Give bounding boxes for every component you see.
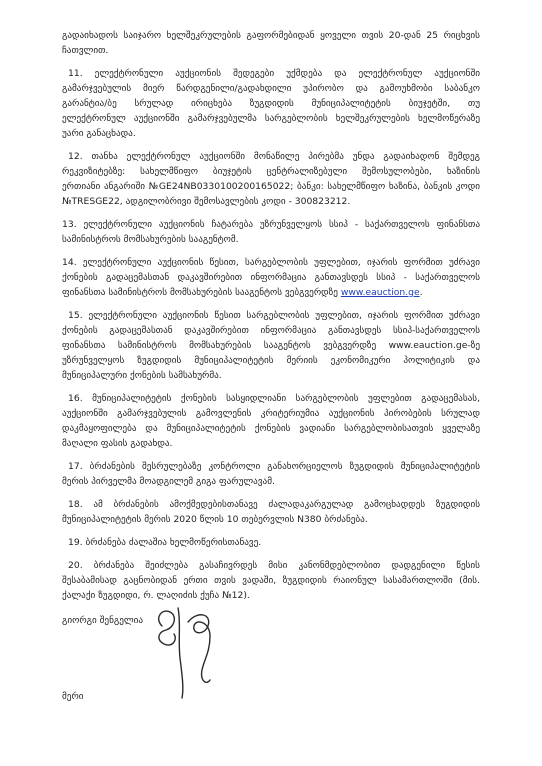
- paragraph-12: [62, 149, 480, 209]
- text-line: 12. თანხა ელექტრონულ აუქციონში მონაწილე პირებმა უნდა გადაიხადონ შემდეგ: [68, 151, 480, 162]
- text-line: 17. ბრძანების შესრულებაზე კონტროლი განახორციელოს ზუგდიდის მუნიციპალიტეტის: [68, 461, 480, 472]
- text-line: აუქციონში გამარჯვებულის გამოვლენის კრიტერიუმია აუქციონის პირობების სრულად: [62, 408, 480, 419]
- text-line: 15. ელექტრონული აუქციონის წესით სარგებლობის უფლებით, იჯარის ფორმით უძრავი: [68, 310, 480, 321]
- handwritten-signature: [148, 604, 220, 702]
- paragraph-20: [62, 558, 480, 603]
- paragraph-19: [62, 535, 480, 550]
- text-line: №TRESGE22, ადგილობრივი შემოსავლების კოდი - 300823212.: [62, 196, 351, 207]
- document-body: [62, 28, 480, 603]
- text-line: 14. ელექტრონული აუქციონის წესით, სარგებლობის უფლებით, იჯარის ფორმით უძრავი: [62, 257, 480, 268]
- text-line: ქონების გადაცემასთან დაკავშირებით ინფორმაცია განთავსდეს სსიპ-საქართველოს: [62, 325, 480, 336]
- text-line: ჩათვლით.: [62, 45, 109, 56]
- text-line: გამარჯვებულის მიერ წარდგენილი/გადახდილი უპირობო და გამოუხმობი საბანკო: [62, 83, 480, 94]
- paragraph-13: [62, 217, 480, 247]
- text-line: ქონების გადაცემასთან დაკავშირებით ინფორმაცია განთავსდეს სსიპ - საქართველოს: [62, 272, 480, 283]
- text-line: 13. ელექტრონული აუქციონის ჩატარება უზრუნველყოს სსიპ - საქართველოს ფინანსთა: [62, 219, 480, 230]
- signatory-title: მერი: [62, 691, 84, 702]
- text-line: რეკვიზიტებზე: სახელმწიფო ბიუჯეტის ცენტრალიზებული შემოსულობები, ხაზინის: [62, 166, 480, 177]
- text-line: 11. ელექტრონული აუქციონის შედეგები უქმდება და ელექტრონულ აუქციონში: [68, 68, 480, 79]
- paragraph-17: [62, 459, 480, 489]
- text-line: ქალაქი ზუგდიდი, რ. ლაღიძის ქუჩა №12).: [62, 590, 250, 601]
- paragraph-18: [62, 497, 480, 527]
- text-line: ფინანსთა სამინისტროს მომსახურების სააგენტოს ვებგვერდზე www.eauction.ge-ზე: [62, 340, 480, 351]
- paragraph-16: [62, 391, 480, 451]
- text-line: ელექტრონულ აუქციონში გამარჯვებულმა სარგებლობის ხელშეკრულების ხელმოწერაზე: [62, 113, 480, 124]
- text-line: 19. ბრძანება ძალაშია ხელმოწერისთანავე.: [68, 537, 262, 548]
- text-line: [62, 285, 480, 300]
- text-line: დაკმაყოფილება და მუნიციპალიტეტის ქონების ვადიანი სარგებლობისათვის ყველაზე: [62, 423, 480, 434]
- text-line: მუნიციპალიტეტის მერის 2020 წლის 10 თებერვლის N380 ბრძანება.: [62, 514, 368, 525]
- text-line: ერთიანი ანგარიში №GE24NB0330100200165022; ბანკი: სახელმწიფო ხაზინა, ბანკის კოდი: [62, 181, 480, 192]
- text-line: მერის პირველმა მოადგილემ გიგა ფარულავამ.: [62, 476, 275, 487]
- text-segment: ფინანსთა სამინისტროს მომსახურების სააგენტოს ვებგვერდზე: [62, 287, 341, 298]
- paragraph-15: [62, 308, 480, 383]
- text-line: 16. მუნიციპალიტეტის ქონების სასყიდლიანი სარგებლობის უფლებით გადაცემასას,: [68, 393, 480, 404]
- eauction-link[interactable]: www.eauction.ge: [340, 287, 420, 298]
- text-line: შესაბამისად გაცნობიდან ერთი თვის ვადაში, ზუგდიდის რაიონულ სასამართლოში (მის.: [62, 575, 480, 586]
- text-line: 20. ბრძანება შეიძლება გასაჩივრდეს მისი კანონმდებლობით დადგენილი წესის: [68, 560, 480, 571]
- paragraph-continuation: [62, 28, 480, 58]
- text-line: 18. ამ ბრძანების ამოქმედებისთანავე ძალადაკარგულად გამოცხადდეს ზუგდიდის: [68, 499, 480, 510]
- signatory-name: გიორგი შენგელია: [62, 615, 144, 626]
- paragraph-11: [62, 66, 480, 141]
- text-line: უარი განაცხადა.: [62, 128, 136, 139]
- text-line: უზრუნველყოს ზუგდიდის მუნიციპალიტეტის მერიის ეკონომიკური პოლიტიკის და: [62, 355, 480, 366]
- text-segment: .: [419, 287, 423, 298]
- text-line: მაღალი ფასის გადახდა.: [62, 438, 173, 449]
- text-line: გადაიხადოს საიჯარო ხელშეკრულების გაფორმებიდან ყოველი თვის 20-დან 25 რიცხვის: [62, 30, 480, 41]
- text-line: მუნიციპალური ქონების სამსახურმა.: [62, 370, 222, 381]
- text-line: გარანტია/ბე სრულად ირიცხება ზუგდიდის მუნიციპალიტეტის ბიუჯეტში, თუ: [62, 98, 480, 109]
- paragraph-14: [62, 255, 480, 300]
- text-line: სამინისტროს მომსახურების სააგენტომ.: [62, 234, 239, 245]
